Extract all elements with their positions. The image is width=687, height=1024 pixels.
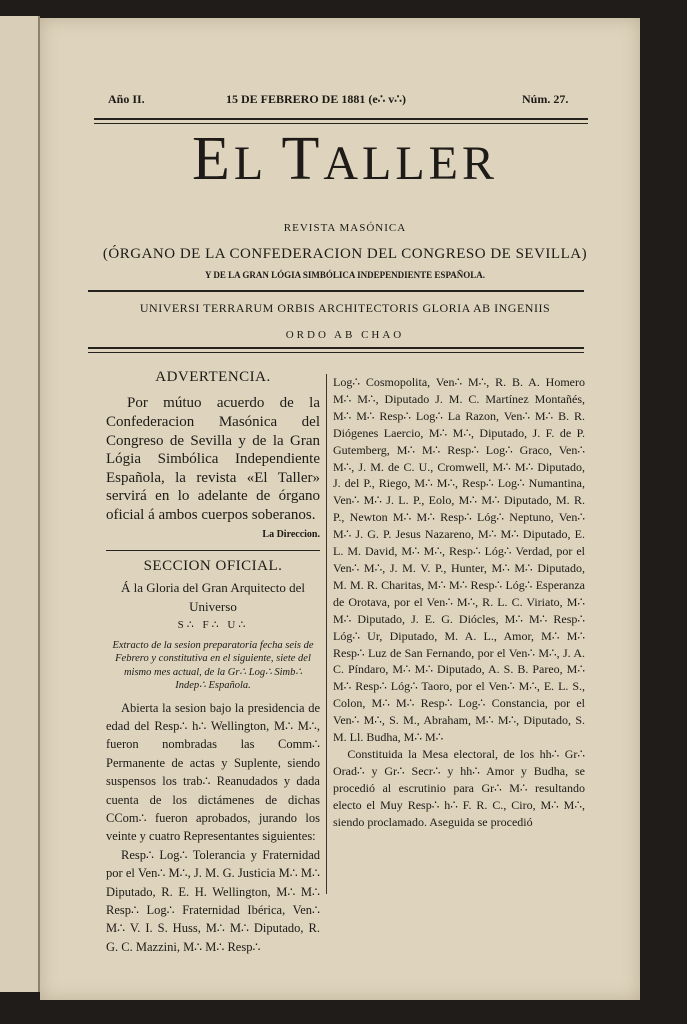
masthead-organ: (ÓRGANO DE LA CONFEDERACION DEL CONGRESO DE SEVILLA) <box>102 246 588 262</box>
issue-date: 15 DE FEBRERO DE 1881 (e∴ v∴) <box>226 92 406 106</box>
masthead-rule <box>88 290 584 292</box>
right-paragraph-1: Log∴ Cosmopolita, Ven∴ M∴, R. B. A. Homero M∴ M∴, Diputado J. M. C. Martínez Montañés, M∴ M∴ Resp∴ Log∴ La Razon, Ven∴ M∴ B. R. Diógenes Laercio, M∴ M∴, Diputado, J. F. de P. Gutemberg, M∴ M∴ Resp∴ Log∴ Graco, Ven∴ M∴, J. M. de C. U., Cromwell, M∴ M∴ Diputado, J. del P., Riego, M∴ M∴, Resp∴ Log∴ Numantina, Ven∴ M∴ J. L. P., Eolo, M∴ M∴ Diputado, M. R. P., Newton M∴ M∴ Resp∴ Lóg∴ Neptuno, Ven∴ M∴ J. G. P. Jesus Nazareno, M∴ M∴ Diputado, E. L. M. David, M∴ M∴, Resp∴ Lóg∴ Verdad, por el Ven∴ M∴, J. M. V. P., Hunter, M∴ M∴ Diputado, M. M. R. Charitas, M∴ M∴ Resp∴ Lóg∴ Esperanza de Orotava, por el Ven∴ M∴, R. L. C. Viriato, M∴ M∴ Diputado, J. E. G. Diócles, M∴ M∴ Resp∴ Lóg∴ Ur, Diputado, M. A. L., Amor, M∴ M∴ Resp∴ Luz de San Fernando, por el Ven∴ M∴, J. A. C. Píndaro, M∴ M∴ Diputado, A. S. B. Pareo, M∴ M∴ Resp∴ Lóg∴ Taoro, por el Ven∴ M∴, E. L. S., Colon, M∴ M∴ Resp∴ Log∴ Constancia, por el Ven∴ M∴, S. M., Abraham, M∴ M∴, Diputado, S. M. Ll. Budha, M∴ M∴ <box>333 375 585 745</box>
masthead-motto: UNIVERSI TERRARUM ORBIS ARCHITECTORIS GLORIA AB INGENIIS <box>139 301 551 315</box>
left-paragraph-2: Resp∴ Log∴ Tolerancia y Fraternidad por el Ven∴ M∴, J. M. G. Justicia M∴ M∴ Diputado, R. E. H. Wellington, M∴ M∴ Resp∴ Log∴ Fraternidad Ibérica, Ven∴ M∴ V. I. S. Huss, M∴ M∴ Diputado, R. G. C. Mazzini, M∴ M∴ Resp∴ <box>106 847 320 954</box>
sfu-line: S∴ F∴ U∴ <box>177 619 249 632</box>
masthead-ordo: ORDO AB CHAO <box>285 329 405 341</box>
masthead-bottom-rule-thin <box>88 352 584 353</box>
section-rule <box>106 550 320 551</box>
masthead-title <box>95 125 595 193</box>
right-column <box>333 374 585 830</box>
left-paragraph-1: Abierta la sesion bajo la presidencia de edad del Resp∴ h∴ Wellington, M∴ M∴, fueron nombradas las Comm∴ Permanente de actas y Suplente, siendo suspensos los trab∴ Reanudados y dada cuenta de los dictámenes de dichas CCom∴ fueron aprobados, jurando los veinte y cuatro Representantes siguientes: <box>106 700 320 844</box>
masthead-subtitle: REVISTA MASÓNICA <box>283 222 407 234</box>
left-column <box>106 368 320 956</box>
title-letter-l: L <box>233 137 282 190</box>
advert-signature: La Direccion. <box>262 528 320 540</box>
header-rule-thin <box>94 123 588 124</box>
advert-text: Por mútuo acuerdo de la Confederacion Masónica del Congreso de Sevilla y de la Gran Lógia Simbólica Independiente Española, la revista «El Taller» servirá en lo adelante de órgano oficial á ambos cuerpos soberanos. <box>106 395 320 523</box>
issue-year: Año II. <box>108 92 145 106</box>
section-heading: SECCION OFICIAL. <box>143 557 283 574</box>
header-rule <box>94 118 588 120</box>
session-extract: Extracto de la sesion preparatoria fecha seis de Febrero y constitutiva en el siguiente, siete del mismo mes actual, de la Gr∴ Log∴ Simb∴ Indep∴ Española. <box>112 639 314 692</box>
title-rest: ALLER <box>323 137 498 190</box>
right-paragraph-2: Constituida la Mesa electoral, de los hh∴ Gr∴ Orad∴ y Gr∴ Secr∴ y hh∴ Amor y Budha, se procedió al escrutinio para Gr∴ M∴ resultando electo el Muy Resp∴ h∴ F. R. C., Ciro, M∴ M∴, siendo proclamado. Aseguida se procedió <box>333 746 585 829</box>
issue-number: Núm. 27. <box>522 92 569 106</box>
column-divider <box>326 374 327 894</box>
title-initial-t: T <box>281 125 324 193</box>
title-initial-e: E <box>192 125 234 193</box>
advert-heading: ADVERTENCIA. <box>155 369 271 385</box>
gloria-line: Á la Gloria del Gran Arquitecto del Universo <box>120 580 306 614</box>
facing-page-edge <box>0 16 40 992</box>
masthead-bottom-rule <box>88 347 584 349</box>
masthead-lodge: Y DE LA GRAN LÓGIA SIMBÓLICA INDEPENDIENTE ESPAÑOLA. <box>204 270 486 280</box>
